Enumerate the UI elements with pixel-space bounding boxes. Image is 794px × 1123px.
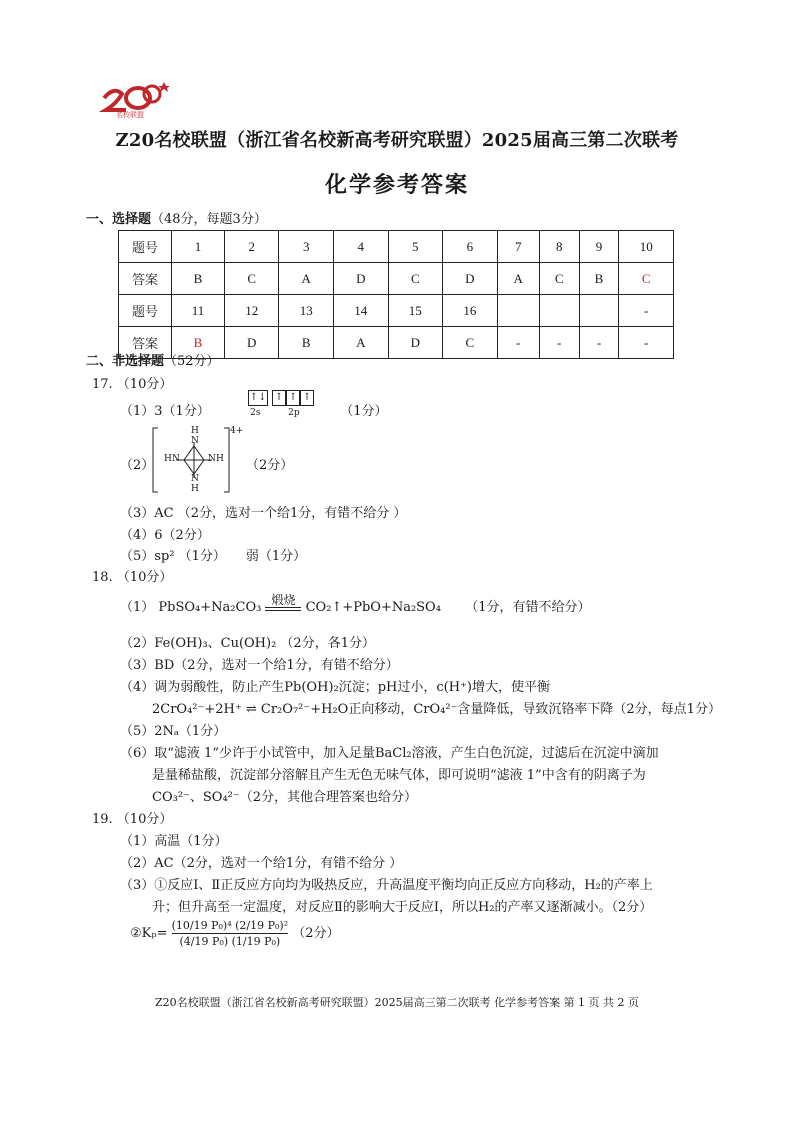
- table-cell: 8: [539, 231, 579, 263]
- table-cell: 7: [497, 231, 539, 263]
- table-header-cell: 题号: [119, 295, 172, 327]
- table-cell: -: [619, 327, 674, 359]
- section-choice-label: 一、选择题: [86, 212, 152, 227]
- atom-h: H: [216, 454, 224, 464]
- table-cell: -: [579, 327, 619, 359]
- orbital-label-2p: 2p: [288, 408, 300, 418]
- complex-ion-structure: [150, 424, 244, 496]
- kp-numerator: (10/19 P₀)⁴ (2/19 P₀)²: [171, 919, 289, 932]
- table-cell: C: [224, 263, 279, 295]
- q18-p3: （3）BD（2分，选对一个给1分，有错不给分）: [120, 658, 399, 673]
- table-cell: 10: [619, 231, 674, 263]
- section-choice-points: （48分，每题3分）: [151, 212, 267, 227]
- q17-p1-points: （1分）: [340, 404, 388, 419]
- table-cell: A: [497, 263, 539, 295]
- kp-denominator: (4/19 P₀) (1/19 P₀): [179, 935, 281, 948]
- orbital-group-2p: [272, 390, 314, 406]
- table-cell: 9: [579, 231, 619, 263]
- q17-p4: （4）6（2分）: [120, 528, 210, 543]
- table-cell: 15: [388, 295, 443, 327]
- table-cell: A: [334, 327, 389, 359]
- table-cell: A: [279, 263, 334, 295]
- orbital-label-2s: 2s: [250, 408, 261, 418]
- table-cell: [539, 295, 579, 327]
- q17-head: 17. （10分）: [92, 377, 173, 392]
- document-title: Z20名校联盟（浙江省名校新高考研究联盟）2025届高三第二次联考: [115, 130, 679, 151]
- table-cell: 1: [172, 231, 225, 263]
- q18-p5: （5）2Nₐ（1分）: [120, 724, 227, 739]
- q18-p1-label: （1）: [120, 600, 155, 615]
- table-cell: D: [443, 263, 498, 295]
- section-choice: [86, 208, 267, 227]
- q19-kp: [130, 918, 340, 949]
- atom-h: H: [191, 426, 199, 436]
- q17-p5-answer-2: 弱（1分）: [245, 549, 307, 564]
- q19-p1: （1）高温（1分）: [120, 834, 228, 849]
- table-header-cell: 答案: [119, 327, 172, 359]
- q17-p5-answer: （5）sp² （1分）: [120, 549, 226, 564]
- kp-points: （2分）: [292, 926, 340, 941]
- table-cell: B: [579, 263, 619, 295]
- q19-p3b: 升；但升高至一定温度，对反应Ⅱ的影响大于反应Ⅰ，所以H₂的产率又逐渐减小。（2分）: [152, 900, 653, 915]
- table-cell: C: [443, 327, 498, 359]
- q17-p1-answer: （1）3（1分）: [120, 404, 210, 419]
- table-row: [119, 263, 674, 295]
- q18-p6c: CO₃²⁻、SO₄²⁻（2分，其他合理答案也给分）: [152, 790, 418, 805]
- table-cell: -: [539, 327, 579, 359]
- table-cell: D: [224, 327, 279, 359]
- table-cell: D: [334, 263, 389, 295]
- table-row: [119, 231, 674, 263]
- table-cell: D: [388, 327, 443, 359]
- q18-p1-reactants: PbSO₄+Na₂CO₃: [158, 600, 262, 615]
- q18-p4a: （4）调为弱酸性，防止产生Pb(OH)₂沉淀；pH过小，c(H⁺)增大，使平衡: [120, 680, 550, 695]
- table-cell: 13: [279, 295, 334, 327]
- table-cell: 16: [443, 295, 498, 327]
- orbital-diagram: [236, 392, 336, 430]
- atom-n: N: [191, 436, 199, 446]
- table-row: [119, 295, 674, 327]
- atom-h: H: [191, 484, 199, 494]
- table-cell: [579, 295, 619, 327]
- table-cell: B: [279, 327, 334, 359]
- atom-n: N: [191, 474, 199, 484]
- document-subtitle: 化学参考答案: [324, 172, 469, 198]
- logo: [96, 76, 176, 120]
- table-header-cell: 题号: [119, 231, 172, 263]
- table-cell: -: [497, 327, 539, 359]
- kp-fraction: [172, 918, 289, 949]
- q18-p6b: 是量稀盐酸，沉淀部分溶解且产生无色无味气体，即可说明“滤液 1”中含有的阴离子为: [152, 768, 646, 783]
- logo-text: 名校联盟: [116, 111, 144, 119]
- q17-p2-label: （2）: [120, 458, 155, 473]
- orbital-box-2p: ↑: [286, 390, 300, 406]
- atom-n: N: [208, 454, 216, 464]
- complex-charge: 4+: [230, 426, 244, 436]
- table-header-cell: 答案: [119, 263, 172, 295]
- q19-p2: （2）AC（2分，选对一个给1分，有错不给分 ）: [120, 856, 403, 871]
- table-cell: -: [619, 295, 674, 327]
- q18-p4-explanation: 正向移动，CrO₄²⁻含量降低，导致沉铬率下降（2分，每点1分）: [348, 702, 721, 717]
- table-cell: 14: [334, 295, 389, 327]
- orbital-box-2s: ↑↓: [248, 390, 268, 406]
- table-cell: 11: [172, 295, 225, 327]
- table-cell: C: [619, 263, 674, 295]
- q19-p3a: （3）①反应Ⅰ、Ⅱ正反应方向均为吸热反应，升高温度平衡均向正反应方向移动，H₂的产率上: [120, 878, 653, 893]
- section-nonchoice-label: 二、非选择题: [86, 354, 165, 369]
- table-cell: 3: [279, 231, 334, 263]
- q18-p4-equation: 2CrO₄²⁻+2H⁺ ⇌ Cr₂O₇²⁻+H₂O: [152, 702, 349, 717]
- q18-p6a: （6）取“滤液 1”少许于小试管中，加入足量BaCl₂溶液，产生白色沉淀，过滤后在沉淀中滴加: [120, 746, 659, 761]
- q19-head: 19. （10分）: [92, 812, 173, 827]
- q17-p5: [120, 545, 306, 564]
- answer-table: [118, 230, 674, 359]
- section-nonchoice-points: （52分）: [164, 354, 220, 369]
- atom-n: N: [172, 454, 180, 464]
- table-cell: B: [172, 263, 225, 295]
- q17-p2-points: （2分）: [246, 458, 294, 473]
- q18-p4b: [152, 698, 721, 717]
- atom-h: H: [164, 454, 172, 464]
- table-cell: C: [388, 263, 443, 295]
- q18-p1-points: （1分，有错不给分）: [465, 600, 591, 615]
- q17-p3: （3）AC （2分，选对一个给1分，有错不给分 ）: [120, 506, 407, 521]
- table-cell: 6: [443, 231, 498, 263]
- table-cell: [497, 295, 539, 327]
- reaction-condition: 煅烧: [271, 593, 296, 607]
- q18-p2: （2）Fe(OH)₃、Cu(OH)₂ （2分，各1分）: [120, 636, 375, 651]
- table-cell: 5: [388, 231, 443, 263]
- table-cell: C: [539, 263, 579, 295]
- q18-head: 18. （10分）: [92, 570, 173, 585]
- q18-p1-products: CO₂↑+PbO+Na₂SO₄: [305, 600, 441, 615]
- orbital-box-2p: ↑: [272, 390, 286, 406]
- table-cell: 12: [224, 295, 279, 327]
- page-footer: Z20名校联盟（浙江省名校新高考研究联盟）2025届高三第二次联考 化学参考答案 第 1 页 共 2 页: [154, 996, 640, 1009]
- reaction-arrow: [265, 593, 301, 611]
- table-cell: 4: [334, 231, 389, 263]
- q18-p1: [120, 593, 591, 615]
- orbital-box-2p: ↑: [300, 390, 314, 406]
- table-cell: B: [172, 327, 225, 359]
- kp-label: ②Kₚ=: [130, 926, 168, 941]
- table-cell: 2: [224, 231, 279, 263]
- section-nonchoice: [86, 350, 220, 369]
